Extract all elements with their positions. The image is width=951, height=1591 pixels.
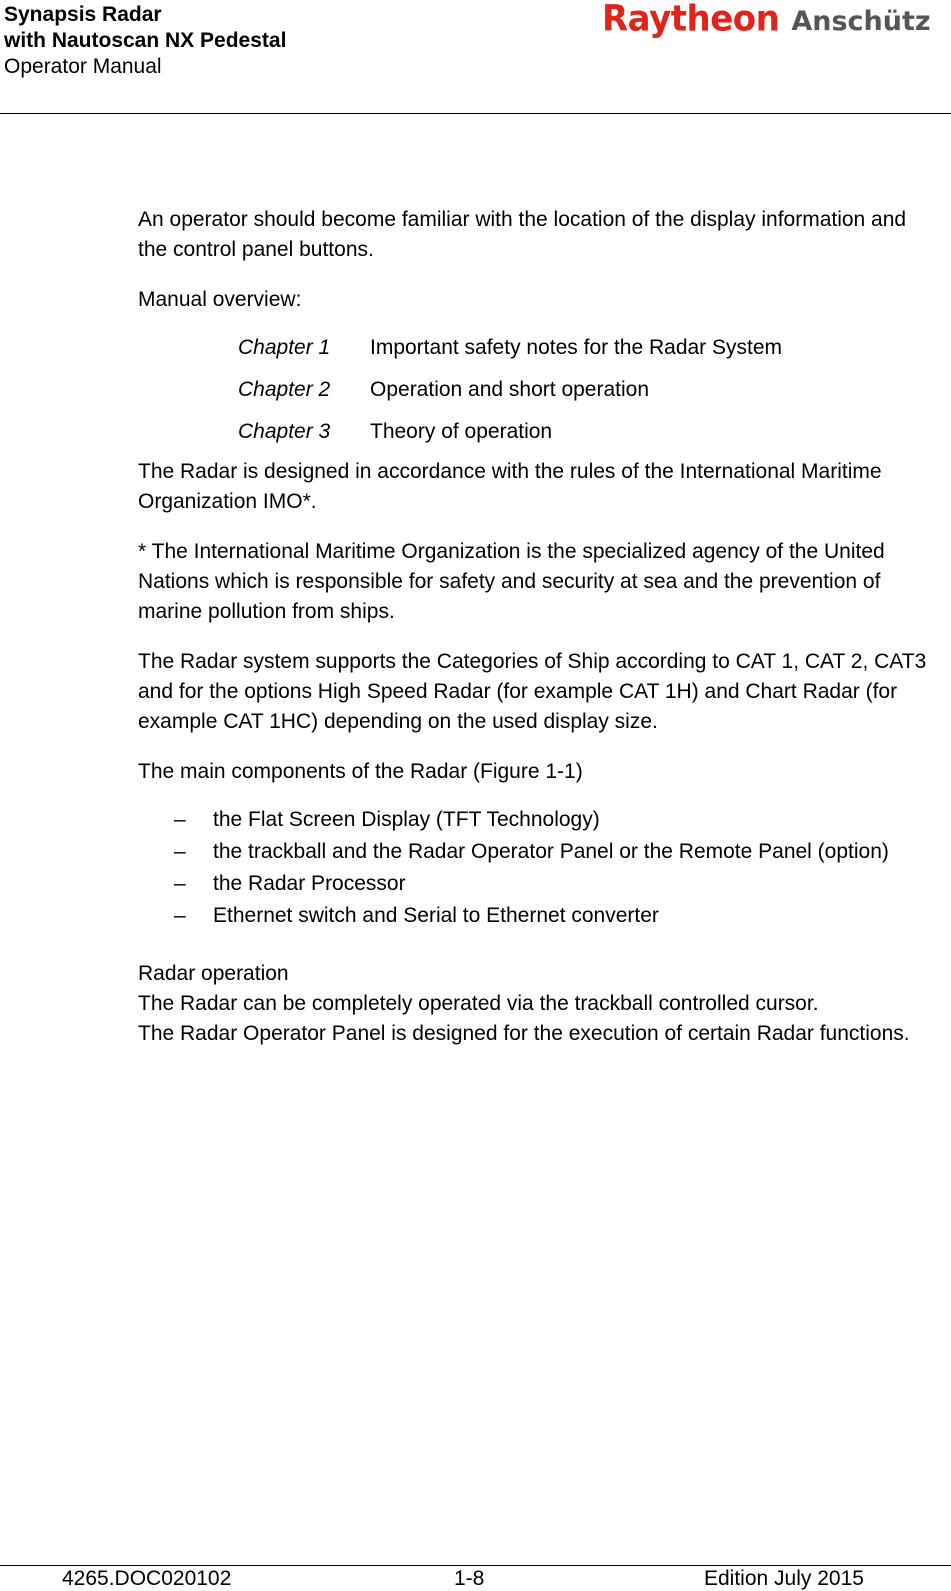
chapter-description: Important safety notes for the Radar System (370, 336, 783, 359)
chapter-label: Chapter 2 (238, 378, 331, 401)
chapter-row (138, 333, 938, 363)
chapter-description: Operation and short operation (370, 378, 650, 401)
logo-sub-text: Anschütz (791, 6, 931, 37)
page-number: 1-8 (454, 1567, 485, 1590)
document-number: 4265.DOC020102 (62, 1567, 232, 1590)
document-title-line3: Operator Manual (4, 55, 162, 78)
list-item (138, 837, 938, 867)
chapter-label: Chapter 1 (238, 336, 331, 359)
operation-section (138, 959, 938, 1049)
page-header (0, 0, 951, 114)
header-divider (0, 113, 951, 114)
dash-bullet: – (174, 808, 186, 831)
list-item (138, 901, 938, 931)
operation-line: The Radar Operator Panel is designed for the execution of certain Radar functions. (138, 1022, 910, 1045)
list-item-text: the trackball and the Radar Operator Panel or the Remote Panel (option) (213, 840, 889, 863)
list-item (138, 869, 938, 899)
dash-bullet: – (174, 872, 186, 895)
document-title-line2: with Nautoscan NX Pedestal (4, 29, 287, 52)
chapter-description: Theory of operation (370, 420, 553, 443)
chapter-row (138, 417, 938, 447)
chapter-label: Chapter 3 (238, 420, 331, 443)
edition-label: Edition July 2015 (704, 1567, 864, 1590)
dash-bullet: – (174, 904, 186, 927)
list-item (138, 805, 938, 835)
operation-line: The Radar can be completely operated via the trackball controlled cursor. (138, 992, 819, 1015)
list-item-text: the Radar Processor (213, 872, 406, 895)
components-intro: The main components of the Radar (Figure 1-1) (138, 760, 583, 783)
imo-footnote: * The International Maritime Organization is the specialized agency of the United Nations which is responsible for safety and security at sea and the prevention of marine pollution from ships. (138, 540, 885, 623)
operation-heading: Radar operation (138, 962, 289, 985)
list-item-text: Ethernet switch and Serial to Ethernet converter (213, 904, 659, 927)
list-item-text: the Flat Screen Display (TFT Technology) (213, 808, 600, 831)
page-content (138, 205, 938, 1049)
overview-label: Manual overview: (138, 288, 302, 311)
intro-paragraph: An operator should become familiar with the location of the display information and the control panel buttons. (138, 208, 907, 261)
dash-bullet: – (174, 840, 186, 863)
imo-paragraph: The Radar is designed in accordance with the rules of the International Maritime Organization IMO*. (138, 460, 882, 513)
document-title-line1: Synapsis Radar (4, 3, 162, 26)
chapter-list (138, 333, 938, 447)
page-footer (0, 1566, 951, 1591)
company-logo (602, 0, 931, 44)
document-title-block (4, 2, 286, 80)
logo-brand-text: Raytheon (602, 0, 780, 41)
categories-paragraph: The Radar system supports the Categories of Ship according to CAT 1, CAT 2, CAT3 and for the options High Speed Radar (for example CAT 1H) and Chart Radar (for example CAT 1HC) depending on the used display size. (138, 650, 927, 733)
components-list (138, 805, 938, 931)
chapter-row (138, 375, 938, 405)
